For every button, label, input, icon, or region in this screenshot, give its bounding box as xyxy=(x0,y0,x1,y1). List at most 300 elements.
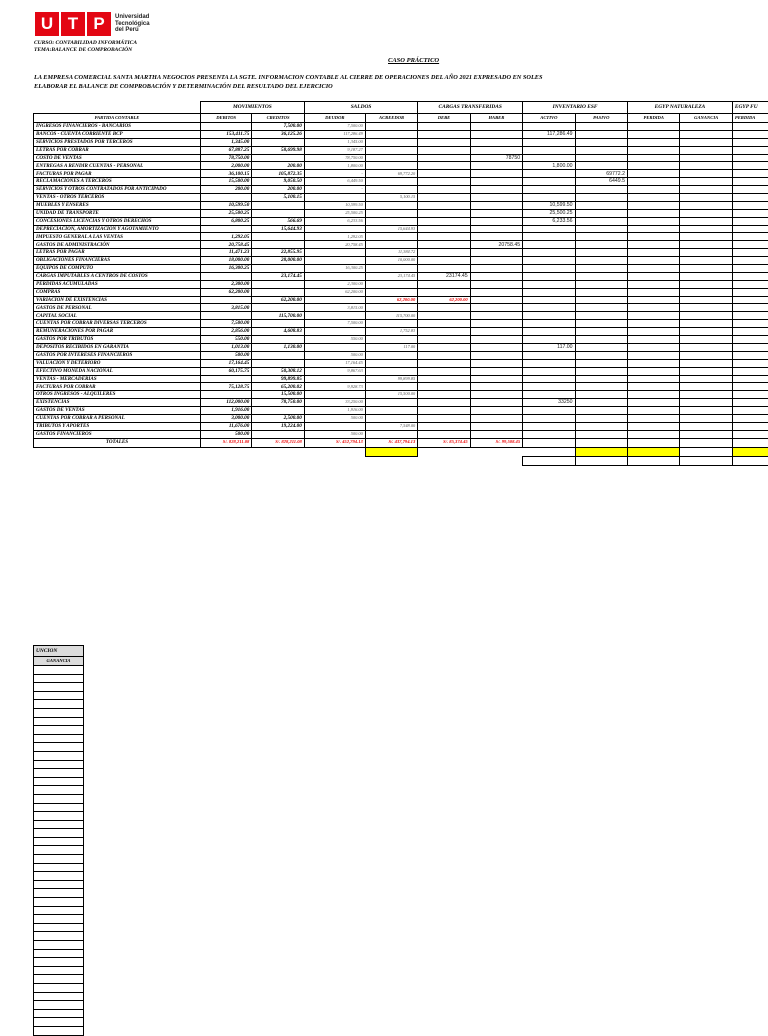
haber-cell[interactable] xyxy=(470,130,522,138)
perdida-funcion-cell[interactable] xyxy=(732,430,768,438)
deudor-cell[interactable]: 500.00 xyxy=(304,430,365,438)
perdida-funcion-cell[interactable] xyxy=(732,217,768,225)
perdida-funcion-cell[interactable] xyxy=(732,154,768,162)
deudor-cell[interactable]: - xyxy=(304,186,365,194)
debitos-cell[interactable]: 75,128.75 xyxy=(200,383,251,391)
acreedor-cell[interactable]: 11,384.72 xyxy=(365,249,417,257)
deudor-cell[interactable]: 7,500.00 xyxy=(304,123,365,131)
account-name[interactable]: CUENTAS POR COBRAR DIVERSAS TERCEROS xyxy=(34,320,201,328)
acreedor-cell[interactable] xyxy=(365,201,417,209)
activo-cell[interactable]: 10,599.50 xyxy=(523,201,575,209)
account-name[interactable]: VENTAS - OTROS TERCEROS xyxy=(34,194,201,202)
account-name[interactable]: UNIDAD DE TRANSPORTE xyxy=(34,209,201,217)
account-name[interactable]: EFECTIVO MONEDA NACIONAL xyxy=(34,367,201,375)
haber-cell[interactable] xyxy=(470,162,522,170)
ganancia-cell[interactable] xyxy=(680,154,732,162)
activo-cell[interactable]: 117,286.49 xyxy=(523,130,575,138)
activo-cell[interactable] xyxy=(523,312,575,320)
pasivo-cell[interactable] xyxy=(575,146,627,154)
haber-cell[interactable] xyxy=(470,375,522,383)
debitos-cell[interactable]: 15,500.00 xyxy=(200,178,251,186)
lower-ganancia-cell[interactable] xyxy=(34,717,84,726)
debe-cell[interactable] xyxy=(418,170,470,178)
debe-cell[interactable] xyxy=(418,249,470,257)
lower-ganancia-cell[interactable] xyxy=(34,760,84,769)
account-name[interactable]: VENTAS - MERCADERIAS xyxy=(34,375,201,383)
debe-cell[interactable] xyxy=(418,414,470,422)
haber-cell[interactable] xyxy=(470,123,522,131)
acreedor-cell[interactable] xyxy=(365,265,417,273)
creditos-cell[interactable]: 4,608.83 xyxy=(252,328,304,336)
creditos-cell[interactable]: 566.69 xyxy=(252,217,304,225)
ganancia-cell[interactable] xyxy=(680,336,732,344)
perdida-funcion-cell[interactable] xyxy=(732,296,768,304)
haber-cell[interactable] xyxy=(470,209,522,217)
acreedor-cell[interactable] xyxy=(365,399,417,407)
debitos-cell[interactable] xyxy=(200,375,251,383)
perdida-cell[interactable] xyxy=(628,399,680,407)
result-cell-acreedor[interactable] xyxy=(365,447,417,456)
creditos-cell[interactable] xyxy=(252,241,304,249)
haber-cell[interactable]: 20758.45 xyxy=(470,241,522,249)
haber-cell[interactable] xyxy=(470,407,522,415)
debitos-cell[interactable]: 1,292.05 xyxy=(200,233,251,241)
total-pasivo[interactable] xyxy=(575,438,627,447)
debe-cell[interactable] xyxy=(418,201,470,209)
perdida-cell[interactable] xyxy=(628,367,680,375)
haber-cell[interactable] xyxy=(470,257,522,265)
pasivo-cell[interactable]: 6449.5 xyxy=(575,178,627,186)
acreedor-cell[interactable] xyxy=(365,288,417,296)
deudor-cell[interactable]: 500.00 xyxy=(304,351,365,359)
ganancia-cell[interactable] xyxy=(680,296,732,304)
activo-cell[interactable] xyxy=(523,233,575,241)
lower-ganancia-cell[interactable] xyxy=(34,803,84,812)
debitos-cell[interactable]: 78,750.00 xyxy=(200,154,251,162)
ganancia-cell[interactable] xyxy=(680,272,732,280)
perdida-funcion-cell[interactable] xyxy=(732,265,768,273)
acreedor-cell[interactable] xyxy=(365,320,417,328)
acreedor-cell[interactable]: 99,899.85 xyxy=(365,375,417,383)
lower-ganancia-cell[interactable] xyxy=(34,898,84,907)
pasivo-cell[interactable] xyxy=(575,209,627,217)
pasivo-cell[interactable] xyxy=(575,123,627,131)
acreedor-cell[interactable] xyxy=(365,209,417,217)
activo-cell[interactable]: 6,233.56 xyxy=(523,217,575,225)
creditos-cell[interactable] xyxy=(252,280,304,288)
lower-ganancia-cell[interactable] xyxy=(34,726,84,735)
creditos-cell[interactable] xyxy=(252,304,304,312)
ganancia-cell[interactable] xyxy=(680,312,732,320)
pasivo-cell[interactable] xyxy=(575,328,627,336)
ganancia-cell[interactable] xyxy=(680,391,732,399)
deudor-cell[interactable] xyxy=(304,194,365,202)
debe-cell[interactable] xyxy=(418,407,470,415)
pasivo-cell[interactable] xyxy=(575,233,627,241)
perdida-funcion-cell[interactable] xyxy=(732,130,768,138)
haber-cell[interactable] xyxy=(470,272,522,280)
lower-ganancia-cell[interactable] xyxy=(34,708,84,717)
lower-ganancia-cell[interactable] xyxy=(34,872,84,881)
haber-cell[interactable] xyxy=(470,265,522,273)
lower-ganancia-cell[interactable] xyxy=(34,932,84,941)
lower-ganancia-cell[interactable] xyxy=(34,820,84,829)
account-name[interactable]: GASTOS DE VENTAS xyxy=(34,407,201,415)
haber-cell[interactable] xyxy=(470,391,522,399)
acreedor-cell[interactable]: 1,752.83 xyxy=(365,328,417,336)
debe-cell[interactable] xyxy=(418,359,470,367)
creditos-cell[interactable]: 105,872.35 xyxy=(252,170,304,178)
creditos-cell[interactable]: 50,308.12 xyxy=(252,367,304,375)
debitos-cell[interactable]: 1,013.00 xyxy=(200,343,251,351)
lower-ganancia-cell[interactable] xyxy=(34,846,84,855)
perdida-cell[interactable] xyxy=(628,194,680,202)
debitos-cell[interactable]: 550.00 xyxy=(200,336,251,344)
debe-cell[interactable] xyxy=(418,336,470,344)
perdida-cell[interactable] xyxy=(628,304,680,312)
haber-cell[interactable] xyxy=(470,383,522,391)
deudor-cell[interactable] xyxy=(304,328,365,336)
deudor-cell[interactable] xyxy=(304,312,365,320)
ganancia-cell[interactable] xyxy=(680,359,732,367)
pasivo-cell[interactable] xyxy=(575,399,627,407)
pasivo-cell[interactable] xyxy=(575,320,627,328)
creditos-cell[interactable] xyxy=(252,154,304,162)
haber-cell[interactable] xyxy=(470,399,522,407)
ganancia-cell[interactable] xyxy=(680,162,732,170)
debitos-cell[interactable]: 3,815.00 xyxy=(200,304,251,312)
ganancia-cell[interactable] xyxy=(680,407,732,415)
account-name[interactable]: PERDIDAS ACUMULADAS xyxy=(34,280,201,288)
ganancia-cell[interactable] xyxy=(680,304,732,312)
lower-ganancia-cell[interactable] xyxy=(34,829,84,838)
haber-cell[interactable] xyxy=(470,146,522,154)
activo-cell[interactable] xyxy=(523,375,575,383)
account-name[interactable]: COMPRAS xyxy=(34,288,201,296)
acreedor-cell[interactable] xyxy=(365,146,417,154)
account-name[interactable]: MUEBLES Y ENSERES xyxy=(34,201,201,209)
acreedor-cell[interactable]: 115,700.00 xyxy=(365,312,417,320)
perdida-funcion-cell[interactable] xyxy=(732,146,768,154)
haber-cell[interactable] xyxy=(470,186,522,194)
deudor-cell[interactable]: 16,300.25 xyxy=(304,265,365,273)
activo-cell[interactable] xyxy=(523,170,575,178)
ganancia-cell[interactable] xyxy=(680,123,732,131)
debitos-cell[interactable]: 67,887.25 xyxy=(200,146,251,154)
activo-cell[interactable] xyxy=(523,304,575,312)
perdida-cell[interactable] xyxy=(628,343,680,351)
debitos-cell[interactable] xyxy=(200,272,251,280)
debe-cell[interactable] xyxy=(418,194,470,202)
deudor-cell[interactable] xyxy=(304,257,365,265)
acreedor-cell[interactable] xyxy=(365,351,417,359)
activo-cell[interactable] xyxy=(523,288,575,296)
debe-cell[interactable] xyxy=(418,351,470,359)
account-name[interactable]: GASTOS POR INTERESES FINANCIEROS xyxy=(34,351,201,359)
activo-cell[interactable] xyxy=(523,320,575,328)
creditos-cell[interactable]: 7,500.00 xyxy=(252,123,304,131)
perdida-funcion-cell[interactable] xyxy=(732,336,768,344)
activo-cell[interactable] xyxy=(523,359,575,367)
perdida-funcion-cell[interactable] xyxy=(732,391,768,399)
lower-ganancia-cell[interactable] xyxy=(34,1018,84,1027)
debe-cell[interactable] xyxy=(418,123,470,131)
sum-cell-ganancia[interactable] xyxy=(680,456,732,465)
debe-cell[interactable] xyxy=(418,233,470,241)
account-name[interactable]: CONCESIONES LICENCIAS Y OTROS DERECHOS xyxy=(34,217,201,225)
ganancia-cell[interactable] xyxy=(680,138,732,146)
debitos-cell[interactable]: 3,000.00 xyxy=(200,414,251,422)
ganancia-cell[interactable] xyxy=(680,320,732,328)
acreedor-cell[interactable] xyxy=(365,138,417,146)
debe-cell[interactable] xyxy=(418,430,470,438)
pasivo-cell[interactable] xyxy=(575,296,627,304)
perdida-cell[interactable] xyxy=(628,359,680,367)
perdida-cell[interactable] xyxy=(628,336,680,344)
haber-cell[interactable] xyxy=(470,367,522,375)
ganancia-cell[interactable] xyxy=(680,265,732,273)
lower-ganancia-cell[interactable] xyxy=(34,812,84,821)
perdida-funcion-cell[interactable] xyxy=(732,375,768,383)
acreedor-cell[interactable] xyxy=(365,186,417,194)
debe-cell[interactable] xyxy=(418,217,470,225)
haber-cell[interactable] xyxy=(470,217,522,225)
account-name[interactable]: GASTOS DE PERSONAL xyxy=(34,304,201,312)
ganancia-cell[interactable] xyxy=(680,280,732,288)
result-cell-perdida[interactable] xyxy=(628,447,680,456)
debitos-cell[interactable]: 500.00 xyxy=(200,351,251,359)
lower-ganancia-cell[interactable] xyxy=(34,769,84,778)
perdida-cell[interactable] xyxy=(628,288,680,296)
perdida-funcion-cell[interactable] xyxy=(732,162,768,170)
deudor-cell[interactable]: 1,345.00 xyxy=(304,138,365,146)
deudor-cell[interactable]: 20,758.45 xyxy=(304,241,365,249)
creditos-cell[interactable]: 200.00 xyxy=(252,162,304,170)
creditos-cell[interactable]: 36,125.26 xyxy=(252,130,304,138)
account-name[interactable]: LETRAS POR PAGAR xyxy=(34,249,201,257)
perdida-funcion-cell[interactable] xyxy=(732,343,768,351)
perdida-funcion-cell[interactable] xyxy=(732,351,768,359)
debe-cell[interactable]: 23174.45 xyxy=(418,272,470,280)
account-name[interactable]: FACTURAS POR COBRAR xyxy=(34,383,201,391)
acreedor-cell[interactable] xyxy=(365,336,417,344)
pasivo-cell[interactable] xyxy=(575,359,627,367)
debitos-cell[interactable]: 200.00 xyxy=(200,186,251,194)
deudor-cell[interactable] xyxy=(304,272,365,280)
result-cell-pasivo[interactable] xyxy=(575,447,627,456)
ganancia-cell[interactable] xyxy=(680,194,732,202)
activo-cell[interactable] xyxy=(523,367,575,375)
account-name[interactable]: DEPOSITOS RECIBIDOS EN GARANTIA xyxy=(34,343,201,351)
debe-cell[interactable] xyxy=(418,304,470,312)
perdida-cell[interactable] xyxy=(628,209,680,217)
debitos-cell[interactable] xyxy=(200,296,251,304)
pasivo-cell[interactable] xyxy=(575,257,627,265)
result-cell-perdida-funcion[interactable] xyxy=(732,447,768,456)
perdida-cell[interactable] xyxy=(628,225,680,233)
lower-ganancia-cell[interactable] xyxy=(34,1026,84,1035)
perdida-funcion-cell[interactable] xyxy=(732,194,768,202)
haber-cell[interactable] xyxy=(470,359,522,367)
haber-cell[interactable] xyxy=(470,170,522,178)
activo-cell[interactable] xyxy=(523,249,575,257)
debe-cell[interactable] xyxy=(418,130,470,138)
ganancia-cell[interactable] xyxy=(680,351,732,359)
activo-cell[interactable] xyxy=(523,407,575,415)
perdida-funcion-cell[interactable] xyxy=(732,186,768,194)
perdida-cell[interactable] xyxy=(628,241,680,249)
activo-cell[interactable] xyxy=(523,280,575,288)
acreedor-cell[interactable] xyxy=(365,154,417,162)
account-name[interactable]: REMUNERACIONES POR PAGAR xyxy=(34,328,201,336)
lower-ganancia-cell[interactable] xyxy=(34,683,84,692)
debitos-cell[interactable] xyxy=(200,391,251,399)
total-ganancia[interactable] xyxy=(680,438,732,447)
lower-ganancia-cell[interactable] xyxy=(34,889,84,898)
account-name[interactable]: EXISTENCIAS xyxy=(34,399,201,407)
perdida-cell[interactable] xyxy=(628,249,680,257)
perdida-funcion-cell[interactable] xyxy=(732,170,768,178)
haber-cell[interactable] xyxy=(470,304,522,312)
deudor-cell[interactable]: 17,164.45 xyxy=(304,359,365,367)
lower-ganancia-cell[interactable] xyxy=(34,691,84,700)
ganancia-cell[interactable] xyxy=(680,233,732,241)
perdida-cell[interactable] xyxy=(628,123,680,131)
perdida-funcion-cell[interactable] xyxy=(732,209,768,217)
account-name[interactable]: FACTURAS POR PAGAR xyxy=(34,170,201,178)
activo-cell[interactable]: 25,500.25 xyxy=(523,209,575,217)
deudor-cell[interactable]: 1,800.00 xyxy=(304,162,365,170)
debe-cell[interactable] xyxy=(418,375,470,383)
perdida-cell[interactable] xyxy=(628,162,680,170)
perdida-cell[interactable] xyxy=(628,217,680,225)
creditos-cell[interactable]: 23,174.45 xyxy=(252,272,304,280)
perdida-funcion-cell[interactable] xyxy=(732,288,768,296)
debitos-cell[interactable]: 1,345.00 xyxy=(200,138,251,146)
activo-cell[interactable] xyxy=(523,422,575,430)
activo-cell[interactable]: 1,800.00 xyxy=(523,162,575,170)
account-name[interactable]: COSTO DE VENTAS xyxy=(34,154,201,162)
haber-cell[interactable] xyxy=(470,422,522,430)
perdida-cell[interactable] xyxy=(628,154,680,162)
creditos-cell[interactable] xyxy=(252,288,304,296)
deudor-cell[interactable]: 9,928.73 xyxy=(304,383,365,391)
acreedor-cell[interactable] xyxy=(365,233,417,241)
ganancia-cell[interactable] xyxy=(680,186,732,194)
ganancia-cell[interactable] xyxy=(680,343,732,351)
deudor-cell[interactable]: 9,867.63 xyxy=(304,367,365,375)
perdida-funcion-cell[interactable] xyxy=(732,367,768,375)
perdida-funcion-cell[interactable] xyxy=(732,249,768,257)
deudor-cell[interactable]: 78,750.00 xyxy=(304,154,365,162)
creditos-cell[interactable]: 2,500.00 xyxy=(252,414,304,422)
pasivo-cell[interactable] xyxy=(575,351,627,359)
haber-cell[interactable] xyxy=(470,414,522,422)
perdida-cell[interactable] xyxy=(628,430,680,438)
debe-cell[interactable] xyxy=(418,280,470,288)
creditos-cell[interactable]: 28,000.00 xyxy=(252,257,304,265)
acreedor-cell[interactable] xyxy=(365,217,417,225)
ganancia-cell[interactable] xyxy=(680,367,732,375)
ganancia-cell[interactable] xyxy=(680,130,732,138)
debitos-cell[interactable]: 153,411.75 xyxy=(200,130,251,138)
debe-cell[interactable] xyxy=(418,209,470,217)
ganancia-cell[interactable] xyxy=(680,225,732,233)
lower-ganancia-cell[interactable] xyxy=(34,837,84,846)
perdida-funcion-cell[interactable] xyxy=(732,280,768,288)
perdida-funcion-cell[interactable] xyxy=(732,272,768,280)
activo-cell[interactable] xyxy=(523,257,575,265)
lower-ganancia-cell[interactable] xyxy=(34,983,84,992)
perdida-funcion-cell[interactable] xyxy=(732,304,768,312)
debitos-cell[interactable] xyxy=(200,194,251,202)
activo-cell[interactable] xyxy=(523,225,575,233)
creditos-cell[interactable]: 5,100.15 xyxy=(252,194,304,202)
perdida-cell[interactable] xyxy=(628,138,680,146)
haber-cell[interactable] xyxy=(470,249,522,257)
pasivo-cell[interactable] xyxy=(575,272,627,280)
pasivo-cell[interactable] xyxy=(575,383,627,391)
perdida-funcion-cell[interactable] xyxy=(732,201,768,209)
perdida-cell[interactable] xyxy=(628,312,680,320)
creditos-cell[interactable] xyxy=(252,320,304,328)
debe-cell[interactable] xyxy=(418,265,470,273)
debitos-cell[interactable] xyxy=(200,123,251,131)
account-name[interactable]: VARIACION DE EXISTENCIAS xyxy=(34,296,201,304)
debitos-cell[interactable]: 7,500.00 xyxy=(200,320,251,328)
account-name[interactable]: IMPUESTO GENERAL A LAS VENTAS xyxy=(34,233,201,241)
pasivo-cell[interactable] xyxy=(575,288,627,296)
creditos-cell[interactable] xyxy=(252,430,304,438)
deudor-cell[interactable] xyxy=(304,249,365,257)
deudor-cell[interactable]: 3,815.00 xyxy=(304,304,365,312)
sum-cell-activo[interactable] xyxy=(523,456,575,465)
haber-cell[interactable] xyxy=(470,430,522,438)
deudor-cell[interactable] xyxy=(304,296,365,304)
debe-cell[interactable] xyxy=(418,288,470,296)
pasivo-cell[interactable] xyxy=(575,154,627,162)
creditos-cell[interactable] xyxy=(252,407,304,415)
pasivo-cell[interactable] xyxy=(575,225,627,233)
deudor-cell[interactable]: 117,286.49 xyxy=(304,130,365,138)
debitos-cell[interactable]: 18,000.00 xyxy=(200,257,251,265)
lower-ganancia-cell[interactable] xyxy=(34,915,84,924)
acreedor-cell[interactable] xyxy=(365,414,417,422)
haber-cell[interactable] xyxy=(470,328,522,336)
debe-cell[interactable] xyxy=(418,257,470,265)
acreedor-cell[interactable]: 7,548.00 xyxy=(365,422,417,430)
haber-cell[interactable] xyxy=(470,336,522,344)
haber-cell[interactable] xyxy=(470,201,522,209)
deudor-cell[interactable]: 25,500.25 xyxy=(304,209,365,217)
activo-cell[interactable] xyxy=(523,154,575,162)
account-name[interactable]: CUENTAS POR COBRAR A PERSONAL xyxy=(34,414,201,422)
creditos-cell[interactable]: 1,130.00 xyxy=(252,343,304,351)
ganancia-cell[interactable] xyxy=(680,241,732,249)
creditos-cell[interactable] xyxy=(252,201,304,209)
haber-cell[interactable] xyxy=(470,288,522,296)
ganancia-cell[interactable] xyxy=(680,170,732,178)
perdida-cell[interactable] xyxy=(628,320,680,328)
lower-ganancia-cell[interactable] xyxy=(34,1001,84,1010)
debitos-cell[interactable]: 1,916.00 xyxy=(200,407,251,415)
ganancia-cell[interactable] xyxy=(680,201,732,209)
debe-cell[interactable] xyxy=(418,138,470,146)
acreedor-cell[interactable] xyxy=(365,359,417,367)
account-name[interactable]: VALUACION Y DETERIORO xyxy=(34,359,201,367)
activo-cell[interactable] xyxy=(523,336,575,344)
deudor-cell[interactable]: 500.00 xyxy=(304,414,365,422)
